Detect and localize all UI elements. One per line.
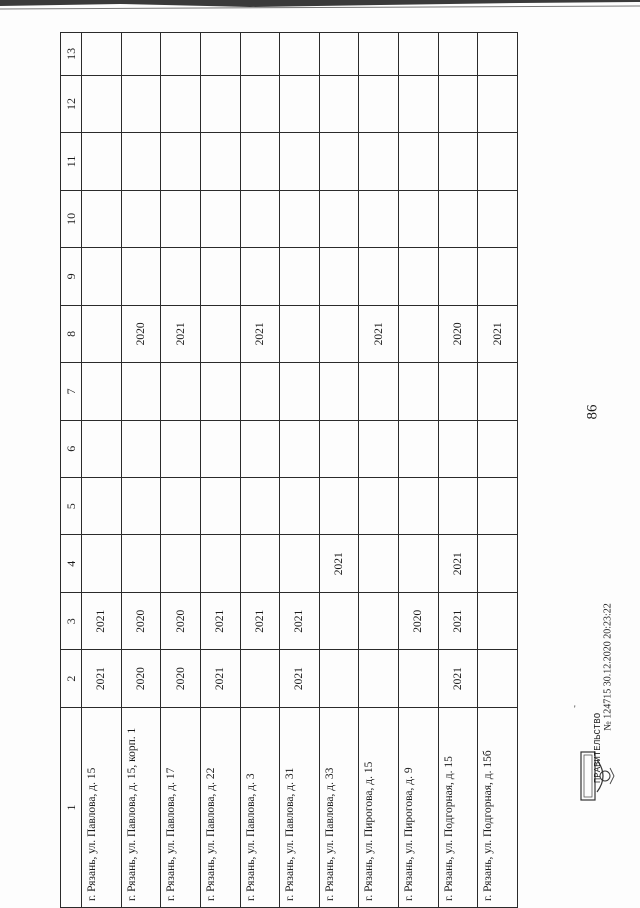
year-cell <box>478 33 518 76</box>
year-cell <box>200 420 240 477</box>
year-cell <box>161 190 201 247</box>
year-cell <box>240 535 280 592</box>
table-row <box>161 33 201 908</box>
year-cell <box>359 478 399 535</box>
table-row <box>438 33 478 908</box>
year-cell <box>359 190 399 247</box>
address-cell: г. Рязань, ул. Павлова, д. 17 <box>161 707 201 907</box>
address-cell: г. Рязань, ул. Павлова, д. 15 <box>82 707 122 907</box>
year-cell <box>280 190 320 247</box>
year-cell <box>82 190 122 247</box>
year-cell <box>478 363 518 420</box>
column-header: 13 <box>61 33 82 76</box>
year-cell <box>200 133 240 190</box>
address-cell: г. Рязань, ул. Подгорная, д. 15б <box>478 707 518 907</box>
year-cell <box>438 190 478 247</box>
stamp-text: ПРАВИТЕЛЬСТВО <box>593 712 603 784</box>
year-cell <box>438 133 478 190</box>
year-cell <box>359 592 399 649</box>
year-cell <box>121 133 161 190</box>
table-row <box>359 33 399 908</box>
table-row <box>121 33 161 908</box>
year-cell <box>121 535 161 592</box>
column-header: 12 <box>61 75 82 132</box>
year-cell <box>478 478 518 535</box>
year-cell <box>121 420 161 477</box>
year-cell <box>359 650 399 707</box>
column-header: 11 <box>61 133 82 190</box>
year-cell: 2020 <box>121 305 161 362</box>
year-cell <box>478 248 518 305</box>
year-cell <box>280 133 320 190</box>
year-cell <box>399 535 439 592</box>
year-cell: 2021 <box>161 305 201 362</box>
year-cell <box>82 305 122 362</box>
year-cell <box>82 248 122 305</box>
year-cell <box>240 650 280 707</box>
year-cell <box>280 420 320 477</box>
buildings-table <box>60 32 518 908</box>
year-cell <box>121 190 161 247</box>
year-cell <box>82 478 122 535</box>
year-cell <box>161 478 201 535</box>
year-cell <box>280 535 320 592</box>
year-cell <box>200 305 240 362</box>
year-cell <box>319 190 359 247</box>
year-cell <box>240 420 280 477</box>
column-header: 9 <box>61 248 82 305</box>
column-header: 2 <box>61 650 82 707</box>
year-cell <box>161 248 201 305</box>
year-cell <box>319 592 359 649</box>
year-cell <box>438 75 478 132</box>
year-cell: 2021 <box>478 305 518 362</box>
column-header: 1 <box>61 707 82 907</box>
address-cell: г. Рязань, ул. Павлова, д. 15, корп. 1 <box>121 707 161 907</box>
year-cell: 2021 <box>280 650 320 707</box>
year-cell <box>240 133 280 190</box>
year-cell <box>399 33 439 76</box>
column-header: 5 <box>61 478 82 535</box>
year-cell <box>399 420 439 477</box>
year-cell <box>280 75 320 132</box>
page-number: 86 <box>584 404 601 420</box>
rotated-table-wrapper <box>60 32 518 908</box>
year-cell <box>359 75 399 132</box>
column-header: 10 <box>61 190 82 247</box>
year-cell <box>319 363 359 420</box>
document-registration-id: № 124715 30.12.2020 20:23:22 <box>602 603 614 731</box>
year-cell <box>121 75 161 132</box>
table-row <box>82 33 122 908</box>
year-cell <box>240 190 280 247</box>
table-row <box>478 33 518 908</box>
column-header: 8 <box>61 305 82 362</box>
year-cell <box>319 33 359 76</box>
address-cell: г. Рязань, ул. Павлова, д. 31 <box>280 707 320 907</box>
year-cell <box>478 535 518 592</box>
year-cell <box>478 75 518 132</box>
year-cell: 2021 <box>438 535 478 592</box>
year-cell <box>82 75 122 132</box>
header-row <box>61 33 82 908</box>
year-cell <box>399 650 439 707</box>
year-cell <box>359 33 399 76</box>
table-row <box>319 33 359 908</box>
address-cell: г. Рязань, ул. Павлова, д. 3 <box>240 707 280 907</box>
year-cell <box>399 478 439 535</box>
year-cell <box>82 33 122 76</box>
year-cell <box>359 363 399 420</box>
table-row <box>200 33 240 908</box>
year-cell <box>478 190 518 247</box>
table-row <box>240 33 280 908</box>
year-cell <box>280 478 320 535</box>
year-cell: 2020 <box>399 592 439 649</box>
table-row <box>399 33 439 908</box>
small-mark: ' <box>574 704 576 714</box>
year-cell <box>399 305 439 362</box>
year-cell <box>438 33 478 76</box>
year-cell <box>478 592 518 649</box>
year-cell: 2020 <box>438 305 478 362</box>
year-cell: 2021 <box>359 305 399 362</box>
year-cell <box>478 133 518 190</box>
year-cell <box>82 420 122 477</box>
year-cell: 2020 <box>161 592 201 649</box>
year-cell <box>319 305 359 362</box>
year-cell <box>399 248 439 305</box>
year-cell <box>359 133 399 190</box>
scan-edge <box>0 0 640 14</box>
year-cell <box>319 248 359 305</box>
year-cell <box>240 478 280 535</box>
year-cell <box>240 248 280 305</box>
year-cell <box>359 420 399 477</box>
year-cell <box>438 420 478 477</box>
year-cell: 2021 <box>82 592 122 649</box>
year-cell <box>200 33 240 76</box>
year-cell <box>161 363 201 420</box>
year-cell <box>478 650 518 707</box>
column-header: 6 <box>61 420 82 477</box>
year-cell <box>438 248 478 305</box>
year-cell <box>121 363 161 420</box>
year-cell <box>280 305 320 362</box>
year-cell <box>319 133 359 190</box>
table-row <box>280 33 320 908</box>
year-cell <box>319 650 359 707</box>
year-cell <box>319 420 359 477</box>
year-cell <box>200 190 240 247</box>
year-cell: 2021 <box>200 592 240 649</box>
year-cell: 2021 <box>240 305 280 362</box>
year-cell <box>161 33 201 76</box>
address-cell: г. Рязань, ул. Павлова, д. 22 <box>200 707 240 907</box>
year-cell <box>200 363 240 420</box>
year-cell <box>161 75 201 132</box>
year-cell <box>399 190 439 247</box>
year-cell: 2021 <box>280 592 320 649</box>
year-cell <box>82 133 122 190</box>
year-cell <box>438 478 478 535</box>
table-body <box>82 33 518 908</box>
year-cell <box>280 33 320 76</box>
year-cell: 2021 <box>82 650 122 707</box>
year-cell <box>240 75 280 132</box>
year-cell: 2021 <box>438 592 478 649</box>
year-cell <box>82 535 122 592</box>
year-cell <box>280 248 320 305</box>
year-cell <box>240 363 280 420</box>
year-cell <box>200 535 240 592</box>
year-cell <box>200 478 240 535</box>
column-header: 3 <box>61 592 82 649</box>
year-cell: 2021 <box>438 650 478 707</box>
year-cell <box>359 535 399 592</box>
year-cell <box>161 420 201 477</box>
year-cell <box>121 33 161 76</box>
year-cell: 2021 <box>319 535 359 592</box>
year-cell: 2021 <box>240 592 280 649</box>
year-cell <box>82 363 122 420</box>
year-cell: 2021 <box>200 650 240 707</box>
year-cell: 2020 <box>161 650 201 707</box>
year-cell <box>121 248 161 305</box>
year-cell <box>399 363 439 420</box>
address-cell: г. Рязань, ул. Пирогова, д. 15 <box>359 707 399 907</box>
year-cell <box>399 133 439 190</box>
year-cell <box>359 248 399 305</box>
year-cell <box>200 75 240 132</box>
year-cell <box>200 248 240 305</box>
year-cell: 2020 <box>121 592 161 649</box>
year-cell <box>438 363 478 420</box>
year-cell <box>319 75 359 132</box>
address-cell: г. Рязань, ул. Пирогова, д. 9 <box>399 707 439 907</box>
column-header: 7 <box>61 363 82 420</box>
year-cell <box>161 133 201 190</box>
year-cell <box>280 363 320 420</box>
year-cell <box>121 478 161 535</box>
year-cell <box>319 478 359 535</box>
year-cell <box>240 33 280 76</box>
address-cell: г. Рязань, ул. Подгорная, д. 15 <box>438 707 478 907</box>
year-cell <box>399 75 439 132</box>
year-cell <box>161 535 201 592</box>
address-cell: г. Рязань, ул. Павлова, д. 33 <box>319 707 359 907</box>
year-cell <box>478 420 518 477</box>
column-header: 4 <box>61 535 82 592</box>
year-cell: 2020 <box>121 650 161 707</box>
